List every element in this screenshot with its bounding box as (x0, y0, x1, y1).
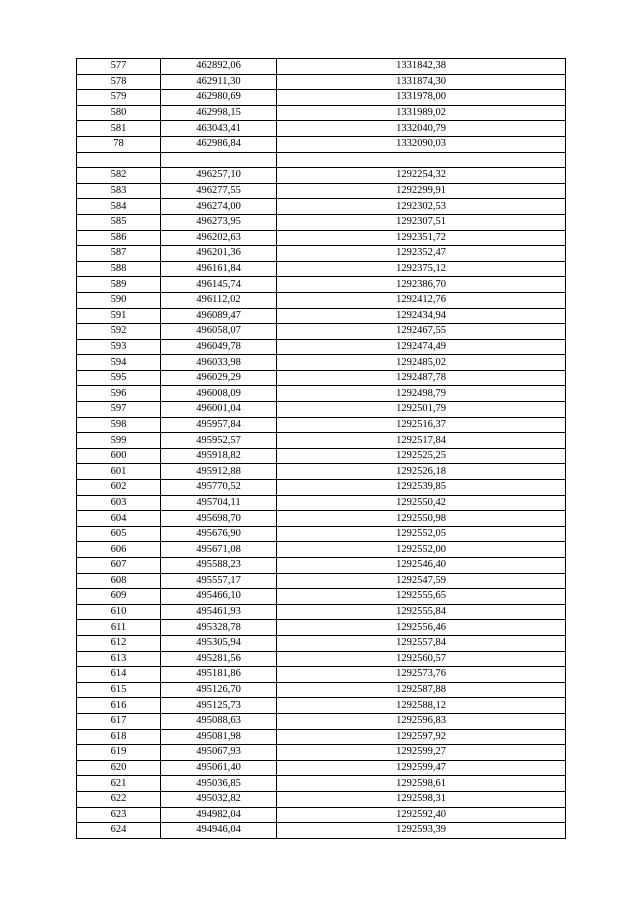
point-number-cell: 617 (77, 713, 161, 729)
y-coordinate-cell: 1292254,32 (277, 168, 566, 184)
point-number-cell: 591 (77, 308, 161, 324)
table-row (77, 823, 566, 839)
table-row (77, 635, 566, 651)
table-row (77, 370, 566, 386)
y-coordinate-cell: 1292599,27 (277, 745, 566, 761)
table-row (77, 542, 566, 558)
y-coordinate-cell: 1331842,38 (277, 59, 566, 75)
point-number-cell: 614 (77, 667, 161, 683)
x-coordinate-cell: 496029,29 (161, 370, 277, 386)
point-number-cell: 607 (77, 558, 161, 574)
table-row (77, 713, 566, 729)
x-coordinate-cell: 496145,74 (161, 277, 277, 293)
x-coordinate-cell: 462998,15 (161, 105, 277, 121)
y-coordinate-cell: 1292352,47 (277, 246, 566, 262)
table-row (77, 152, 566, 168)
y-coordinate-cell (277, 152, 566, 168)
y-coordinate-cell: 1292555,65 (277, 589, 566, 605)
table-row (77, 651, 566, 667)
x-coordinate-cell: 496112,02 (161, 292, 277, 308)
table-row (77, 246, 566, 262)
point-number-cell: 594 (77, 355, 161, 371)
y-coordinate-cell: 1292596,83 (277, 713, 566, 729)
y-coordinate-cell: 1292560,57 (277, 651, 566, 667)
table-row (77, 807, 566, 823)
table-row (77, 604, 566, 620)
point-number-cell: 579 (77, 90, 161, 106)
point-number-cell: 583 (77, 183, 161, 199)
point-number-cell: 615 (77, 682, 161, 698)
x-coordinate-cell: 495588,23 (161, 558, 277, 574)
x-coordinate-cell: 495557,17 (161, 573, 277, 589)
y-coordinate-cell: 1292307,51 (277, 214, 566, 230)
y-coordinate-cell: 1332090,03 (277, 136, 566, 152)
y-coordinate-cell: 1292552,05 (277, 526, 566, 542)
point-number-cell: 602 (77, 480, 161, 496)
point-number-cell: 577 (77, 59, 161, 75)
y-coordinate-cell: 1292474,49 (277, 339, 566, 355)
point-number-cell: 619 (77, 745, 161, 761)
table-row (77, 776, 566, 792)
table-row (77, 558, 566, 574)
point-number-cell: 600 (77, 448, 161, 464)
point-number-cell: 621 (77, 776, 161, 792)
point-number-cell: 623 (77, 807, 161, 823)
y-coordinate-cell: 1292587,88 (277, 682, 566, 698)
point-number-cell: 597 (77, 402, 161, 418)
table-row (77, 292, 566, 308)
point-number-cell: 622 (77, 791, 161, 807)
x-coordinate-cell: 463043,41 (161, 121, 277, 137)
x-coordinate-cell: 495061,40 (161, 760, 277, 776)
point-number-cell: 587 (77, 246, 161, 262)
table-row (77, 620, 566, 636)
table-row (77, 339, 566, 355)
x-coordinate-cell: 495952,57 (161, 433, 277, 449)
y-coordinate-cell: 1292588,12 (277, 698, 566, 714)
x-coordinate-cell: 495305,94 (161, 635, 277, 651)
point-number-cell: 581 (77, 121, 161, 137)
table-row (77, 495, 566, 511)
point-number-cell: 584 (77, 199, 161, 215)
x-coordinate-cell: 495461,93 (161, 604, 277, 620)
point-number-cell: 606 (77, 542, 161, 558)
table-row (77, 480, 566, 496)
x-coordinate-cell: 496257,10 (161, 168, 277, 184)
point-number-cell: 588 (77, 261, 161, 277)
x-coordinate-cell: 495671,08 (161, 542, 277, 558)
point-number-cell: 618 (77, 729, 161, 745)
point-number-cell: 610 (77, 604, 161, 620)
y-coordinate-cell: 1332040,79 (277, 121, 566, 137)
y-coordinate-cell: 1292573,76 (277, 667, 566, 683)
y-coordinate-cell: 1331989,02 (277, 105, 566, 121)
y-coordinate-cell: 1292598,31 (277, 791, 566, 807)
y-coordinate-cell: 1292375,12 (277, 261, 566, 277)
table-row (77, 105, 566, 121)
table-row (77, 214, 566, 230)
table-row (77, 136, 566, 152)
point-number-cell: 78 (77, 136, 161, 152)
table-row (77, 682, 566, 698)
x-coordinate-cell: 494982,04 (161, 807, 277, 823)
x-coordinate-cell: 496089,47 (161, 308, 277, 324)
point-number-cell: 616 (77, 698, 161, 714)
table-row (77, 199, 566, 215)
y-coordinate-cell: 1292525,25 (277, 448, 566, 464)
point-number-cell: 589 (77, 277, 161, 293)
x-coordinate-cell: 496201,36 (161, 246, 277, 262)
y-coordinate-cell: 1292485,02 (277, 355, 566, 371)
x-coordinate-cell: 495125,73 (161, 698, 277, 714)
table-row (77, 698, 566, 714)
point-number-cell: 608 (77, 573, 161, 589)
y-coordinate-cell: 1292467,55 (277, 324, 566, 340)
y-coordinate-cell: 1292550,42 (277, 495, 566, 511)
y-coordinate-cell: 1292299,91 (277, 183, 566, 199)
table-row (77, 464, 566, 480)
table-row (77, 402, 566, 418)
point-number-cell: 596 (77, 386, 161, 402)
y-coordinate-cell: 1292555,84 (277, 604, 566, 620)
x-coordinate-cell: 495912,88 (161, 464, 277, 480)
table-row (77, 324, 566, 340)
x-coordinate-cell (161, 152, 277, 168)
x-coordinate-cell: 495281,56 (161, 651, 277, 667)
table-row (77, 573, 566, 589)
point-number-cell: 603 (77, 495, 161, 511)
table-row (77, 230, 566, 246)
y-coordinate-cell: 1292556,46 (277, 620, 566, 636)
y-coordinate-cell: 1292546,40 (277, 558, 566, 574)
point-number-cell: 601 (77, 464, 161, 480)
y-coordinate-cell: 1292597,92 (277, 729, 566, 745)
y-coordinate-cell: 1292526,18 (277, 464, 566, 480)
table-row (77, 667, 566, 683)
x-coordinate-cell: 495704,11 (161, 495, 277, 511)
table-row (77, 386, 566, 402)
x-coordinate-cell: 495036,85 (161, 776, 277, 792)
table-row (77, 433, 566, 449)
table-row (77, 760, 566, 776)
x-coordinate-cell: 462892,06 (161, 59, 277, 75)
point-number-cell: 580 (77, 105, 161, 121)
y-coordinate-cell: 1292501,79 (277, 402, 566, 418)
x-coordinate-cell: 496273,95 (161, 214, 277, 230)
x-coordinate-cell: 495676,90 (161, 526, 277, 542)
y-coordinate-cell: 1292498,79 (277, 386, 566, 402)
y-coordinate-cell: 1331978,00 (277, 90, 566, 106)
x-coordinate-cell: 495770,52 (161, 480, 277, 496)
table-row (77, 745, 566, 761)
point-number-cell: 599 (77, 433, 161, 449)
y-coordinate-cell: 1331874,30 (277, 74, 566, 90)
x-coordinate-cell: 495957,84 (161, 417, 277, 433)
x-coordinate-cell: 495126,70 (161, 682, 277, 698)
y-coordinate-cell: 1292386,70 (277, 277, 566, 293)
y-coordinate-cell: 1292517,84 (277, 433, 566, 449)
table-row (77, 277, 566, 293)
table-row (77, 448, 566, 464)
point-number-cell: 592 (77, 324, 161, 340)
x-coordinate-cell: 496274,00 (161, 199, 277, 215)
y-coordinate-cell: 1292547,59 (277, 573, 566, 589)
point-number-cell: 598 (77, 417, 161, 433)
point-number-cell: 586 (77, 230, 161, 246)
y-coordinate-cell: 1292552,00 (277, 542, 566, 558)
x-coordinate-cell: 496202,63 (161, 230, 277, 246)
point-number-cell: 593 (77, 339, 161, 355)
point-number-cell: 578 (77, 74, 161, 90)
point-number-cell: 612 (77, 635, 161, 651)
y-coordinate-cell: 1292434,94 (277, 308, 566, 324)
x-coordinate-cell: 462980,69 (161, 90, 277, 106)
y-coordinate-cell: 1292593,39 (277, 823, 566, 839)
x-coordinate-cell: 495081,98 (161, 729, 277, 745)
coordinates-table (76, 58, 566, 839)
x-coordinate-cell: 496033,98 (161, 355, 277, 371)
point-number-cell: 613 (77, 651, 161, 667)
y-coordinate-cell: 1292516,37 (277, 417, 566, 433)
table-row (77, 589, 566, 605)
x-coordinate-cell: 462986,84 (161, 136, 277, 152)
point-number-cell: 605 (77, 526, 161, 542)
x-coordinate-cell: 495067,93 (161, 745, 277, 761)
point-number-cell: 590 (77, 292, 161, 308)
y-coordinate-cell: 1292557,84 (277, 635, 566, 651)
y-coordinate-cell: 1292351,72 (277, 230, 566, 246)
x-coordinate-cell: 495032,82 (161, 791, 277, 807)
table-row (77, 526, 566, 542)
table-row (77, 417, 566, 433)
point-number-cell: 609 (77, 589, 161, 605)
x-coordinate-cell: 496001,04 (161, 402, 277, 418)
table-row (77, 59, 566, 75)
table-row (77, 791, 566, 807)
table-row (77, 355, 566, 371)
x-coordinate-cell: 494946,04 (161, 823, 277, 839)
x-coordinate-cell: 495088,63 (161, 713, 277, 729)
y-coordinate-cell: 1292412,76 (277, 292, 566, 308)
table-row (77, 168, 566, 184)
table-row (77, 308, 566, 324)
point-number-cell (77, 152, 161, 168)
table-row (77, 90, 566, 106)
x-coordinate-cell: 496277,55 (161, 183, 277, 199)
x-coordinate-cell: 495466,10 (161, 589, 277, 605)
point-number-cell: 585 (77, 214, 161, 230)
point-number-cell: 604 (77, 511, 161, 527)
point-number-cell: 620 (77, 760, 161, 776)
y-coordinate-cell: 1292599,47 (277, 760, 566, 776)
x-coordinate-cell: 462911,30 (161, 74, 277, 90)
y-coordinate-cell: 1292592,40 (277, 807, 566, 823)
point-number-cell: 624 (77, 823, 161, 839)
y-coordinate-cell: 1292539,85 (277, 480, 566, 496)
point-number-cell: 595 (77, 370, 161, 386)
table-row (77, 511, 566, 527)
y-coordinate-cell: 1292302,53 (277, 199, 566, 215)
table-row (77, 74, 566, 90)
table-row (77, 183, 566, 199)
point-number-cell: 582 (77, 168, 161, 184)
x-coordinate-cell: 495698,70 (161, 511, 277, 527)
table-row (77, 121, 566, 137)
x-coordinate-cell: 496049,78 (161, 339, 277, 355)
y-coordinate-cell: 1292550,98 (277, 511, 566, 527)
y-coordinate-cell: 1292598,61 (277, 776, 566, 792)
x-coordinate-cell: 496161,84 (161, 261, 277, 277)
x-coordinate-cell: 496058,07 (161, 324, 277, 340)
table-row (77, 729, 566, 745)
x-coordinate-cell: 495328,78 (161, 620, 277, 636)
x-coordinate-cell: 495181,86 (161, 667, 277, 683)
y-coordinate-cell: 1292487,78 (277, 370, 566, 386)
x-coordinate-cell: 496008,09 (161, 386, 277, 402)
x-coordinate-cell: 495918,82 (161, 448, 277, 464)
coordinates-table-body (77, 59, 566, 839)
table-row (77, 261, 566, 277)
point-number-cell: 611 (77, 620, 161, 636)
